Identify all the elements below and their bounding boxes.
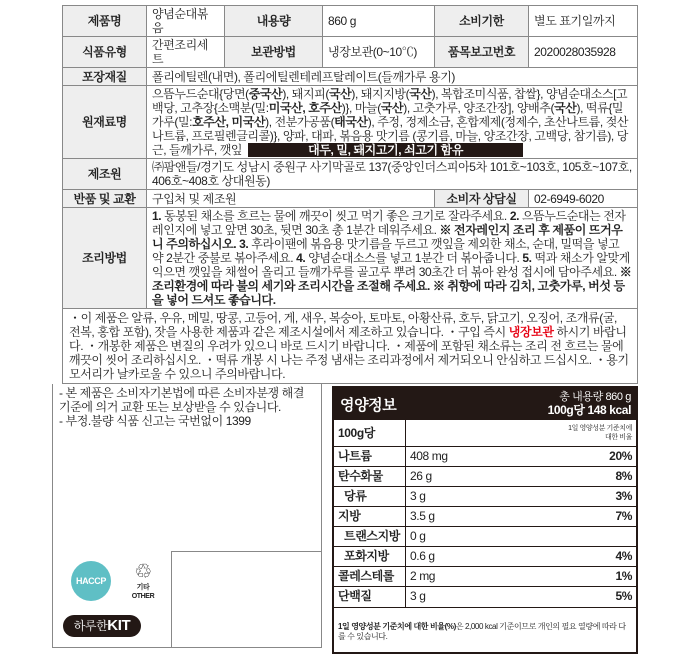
haccp-logo: HACCP	[71, 561, 111, 601]
cooking-text	[152, 209, 631, 307]
text-segment: 후라이팬에 볶음용 맛기름을 두르고 깻잎을 제외한 채소, 순대, 밀떡을 넣고 약 2분간 중불로 볶아주세요.	[152, 237, 620, 265]
nutrient-pct: 4%	[615, 549, 632, 563]
caution-notes	[62, 309, 638, 384]
nutrient-name: 콜레스테롤	[334, 567, 406, 586]
nutrient-pct: 1%	[615, 569, 632, 583]
text-segment: 호주산, 미국산	[192, 115, 266, 129]
cooking	[147, 208, 638, 309]
text-segment: ), 돼지피(	[282, 87, 329, 101]
nutrition-row	[334, 587, 636, 607]
nutrient-pct: 7%	[615, 509, 632, 523]
type-label: 식품유형	[63, 37, 147, 68]
text-segment: 미국산, 호주산	[268, 101, 342, 115]
nutrient-pct	[632, 527, 636, 546]
notes-text-2: 하시기 바랍니다. ・개봉한 제품은 변질의 우려가 있으니 바로 드시기 바랍니다. ・제품에 포함된 채소류는 조리 전 흐르는 물에 깨끗이 씻어 조리하십시오. ・떡류 개봉 시 나는 주정 냄새는 조리과정에서 제거되오니 안심하고 드십시오. ・용기 모서리가 날카로울 수 있으니 주의바랍니다.	[69, 325, 629, 381]
text-segment: 으뜸누드순대는 전자레인지에 넣고 앞면 30초, 뒷면 30초 총 1분간 데워주세요.	[152, 209, 626, 237]
cooking-label: 조리방법	[63, 208, 147, 309]
allergen-badge: 대두, 밀, 돼지고기, 쇠고기 함유	[248, 143, 523, 157]
kcal: 100g당 148 kcal	[547, 403, 631, 417]
total-volume: 총 내용량 860 g	[559, 391, 631, 403]
text-segment: ), 전분가공품(	[265, 115, 335, 129]
brand-kit: KIT	[107, 617, 131, 634]
text-segment: 태국산	[334, 115, 368, 129]
nutrition-row	[334, 507, 636, 527]
return-label: 반품 및 교환	[63, 190, 147, 208]
text-segment: ), 떡류{밀가루(밀:	[152, 101, 624, 129]
label-sheet	[52, 5, 638, 654]
nutrient-name: 당류	[334, 487, 406, 506]
text-segment: ), 복합조미식품, 찹쌀}, 양념순대소스[고백당, 고추장{소맥분(밀:	[152, 87, 628, 115]
text-segment: 1.	[152, 209, 162, 223]
blank-box	[171, 551, 322, 647]
nutrient-value: 0.6 g	[410, 549, 435, 563]
nutrition-row	[334, 527, 636, 547]
footnote-text: 은 2,000 kcal 기준이므로 개인의 필요 열량에 따라 다를 수 있습니다.	[338, 622, 626, 641]
volume-label: 내용량	[225, 6, 323, 37]
expiry-label: 소비기한	[435, 6, 529, 37]
nutrition-title: 영양정보	[340, 396, 397, 414]
text-segment: 5.	[522, 251, 532, 265]
text-segment: 국산	[554, 101, 577, 115]
nutrient-name: 탄수화물	[334, 467, 406, 486]
consumer-note: - 본 제품은 소비자기본법에 따른 소비자분쟁 해결 기준에 의거 교환 또는 보상받을 수 있습니다.	[59, 386, 305, 414]
footnote-bold: 1일 영양성분 기준치에 대한 비율(%)	[338, 622, 456, 631]
nutrition-row	[334, 447, 636, 467]
nutrient-value: 26 g	[410, 469, 432, 483]
brand-logo	[63, 615, 141, 637]
text-segment: 으뜸누드순대{당면(	[152, 87, 249, 101]
return: 구입처 및 제조원	[147, 190, 435, 208]
type: 간편조리세트	[147, 37, 225, 68]
text-segment: ※ 조리환경에 따라 불의 세기와 조리시간을 조절해 주세요. ※ 취향에 따라 김치, 고춧가루, 버섯 등을 넣어 드셔도 좋습니다.	[152, 265, 632, 307]
consumer-note: - 부정.불량 식품 신고는 국번없이 1399	[59, 414, 251, 428]
storage-label: 보관방법	[225, 37, 323, 68]
nutrient-name: 포화지방	[334, 547, 406, 566]
nutrient-name: 트랜스지방	[334, 527, 406, 546]
ingredients-label: 원재료명	[63, 86, 147, 159]
consumer-notes-box	[52, 384, 322, 648]
nutrient-value: 3 g	[410, 589, 426, 603]
product-name-label: 제품명	[63, 6, 147, 37]
text-segment: ), 돼지지방(	[351, 87, 410, 101]
text-segment: 중국산	[248, 87, 283, 101]
packaging: 폴리에틸렌(내면), 폴리에틸렌테레프탈레이트(들깨가루 용기)	[147, 68, 638, 86]
text-segment: 국산	[380, 101, 404, 115]
text-segment: 떡과 채소가 알맞게 익으면 깻잎을 채썰어 올리고 들깨가루를 골고루 뿌려 30초간 더 볶아 완성 접시에 담아주세요.	[152, 251, 630, 279]
recycle-label: OTHER	[131, 593, 155, 600]
text-segment: ), 고춧가루, 양조간장], 양배추(	[403, 101, 555, 115]
consumer-phone: 02-6949-6020	[529, 190, 638, 208]
nutrition-row	[334, 547, 636, 567]
ingredients	[147, 86, 638, 159]
nutrition-total	[548, 391, 631, 417]
recycle-inner: 기타	[136, 584, 150, 591]
bottom-section	[52, 384, 638, 654]
brand-pre: 하루한	[73, 619, 108, 633]
maker: ㈜팜앤들/경기도 성남시 중원구 사기막골로 137(중앙인더스피아5차 101호~103호, 105호~107호, 406호~408호 상대원동)	[147, 159, 638, 190]
daily-label: 1일 영양성분 기준치에 대한 비율	[568, 425, 632, 441]
nutrient-value: 2 mg	[410, 569, 436, 583]
text-segment: 4.	[296, 251, 306, 265]
consumer-label: 소비자 상담실	[435, 190, 529, 208]
volume: 860 g	[323, 6, 435, 37]
nutrition-footnote	[334, 607, 636, 652]
maker-label: 제조원	[63, 159, 147, 190]
storage: 냉장보관(0~10℃)	[323, 37, 435, 68]
nutrient-pct: 20%	[609, 449, 632, 463]
nutrient-pct: 3%	[615, 489, 632, 503]
per-label: 100g당	[334, 420, 406, 446]
notes-highlight: 냉장보관	[508, 325, 554, 339]
text-segment: 3.	[239, 237, 249, 251]
report-label: 품목보고번호	[435, 37, 529, 68]
nutrition-panel	[332, 386, 638, 654]
text-segment: 동봉된 채소를 흐르는 물에 깨끗이 씻고 먹기 좋은 크기로 잘라주세요.	[161, 209, 510, 223]
nutrient-name: 나트륨	[334, 447, 406, 466]
nutrient-value: 0 g	[410, 529, 426, 543]
notes-text-1: ・이 제품은 알류, 우유, 메밀, 땅콩, 고등어, 게, 새우, 복숭아, 토마토, 아황산류, 호두, 닭고기, 오징어, 조개류(굴, 전복, 홍합 포함), 잣을 사용한 제품과 같은 제조시설에서 제조하고 있습니다. ・구입 즉시	[69, 311, 617, 339]
text-segment: )}, 마늘(	[341, 101, 381, 115]
nutrient-value: 3 g	[410, 489, 426, 503]
nutrition-row	[334, 487, 636, 507]
nutrient-value: 408 mg	[410, 449, 448, 463]
nutrient-pct: 8%	[615, 469, 632, 483]
text-segment: 2.	[509, 209, 520, 223]
text-segment: ), 주정, 정제소금, 혼합제제(정제수, 초산나트륨, 젖산나트륨, 프로필렌글리콜)}, 양파, 대파, 볶음용 맛기름 (콩기름, 마늘, 양조간장, 고백당, 참기름), 당근, 들깨가루, 깻잎	[152, 115, 629, 157]
text-segment: 국산	[328, 87, 352, 101]
expiry: 별도 표기일까지	[529, 6, 638, 37]
recycle-icon: ♲ 기타 OTHER	[123, 561, 163, 601]
nutrition-header	[334, 388, 636, 420]
text-segment: ※ 전자레인지 조리 후 제품이 뜨거우니 주의하십시오.	[152, 223, 623, 251]
nutrient-pct: 5%	[615, 589, 632, 603]
product-info-table	[62, 5, 638, 309]
nutrition-rows	[334, 447, 636, 607]
report: 2020028035928	[529, 37, 638, 68]
logos	[63, 561, 167, 641]
nutrient-value: 3.5 g	[410, 509, 435, 523]
nutrient-name: 단백질	[334, 587, 406, 607]
packaging-label: 포장재질	[63, 68, 147, 86]
nutrition-col-header	[334, 420, 636, 447]
nutrition-row	[334, 567, 636, 587]
nutrient-name: 지방	[334, 507, 406, 526]
product-name: 양념순대볶음	[147, 6, 225, 37]
text-segment: 국산	[409, 87, 432, 101]
text-segment: 양념순대소스를 넣고 1분간 더 볶아줍니다.	[305, 251, 523, 265]
nutrition-row	[334, 467, 636, 487]
